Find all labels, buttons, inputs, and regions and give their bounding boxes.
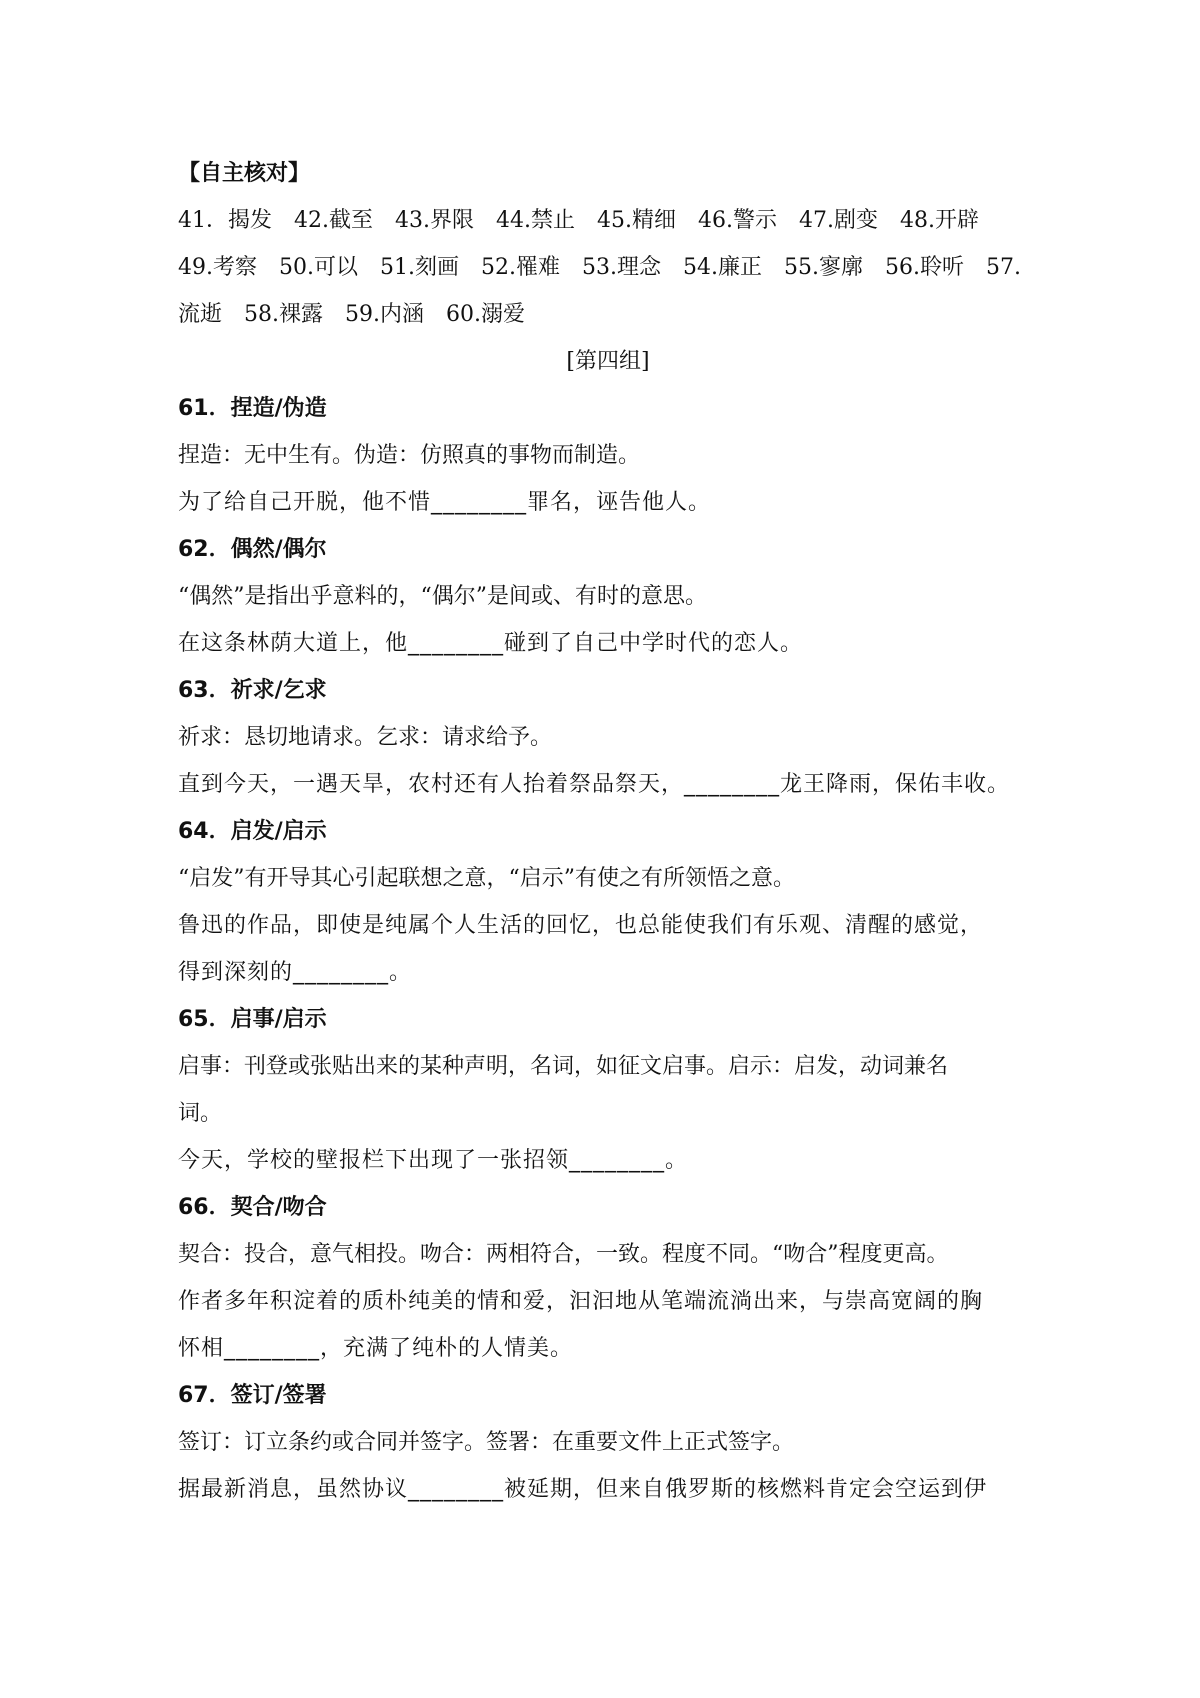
self-check-heading: 【自主核对】 [178, 161, 311, 186]
answer-entry: 57. [986, 255, 1021, 280]
answer-entry: 55.寥廓 [784, 255, 863, 280]
word-item-exercise: 作者多年积淀着的质朴纯美的情和爱，汩汩地从笔端流淌出来，与崇高宽阔的胸 [178, 1289, 984, 1314]
word-item-exercise: 鲁迅的作品，即使是纯属个人生活的回忆，也总能使我们有乐观、清醒的感觉， [178, 913, 984, 938]
word-item-title: 64．启发/启示 [178, 819, 327, 844]
word-item-explanation: 启事：刊登或张贴出来的某种声明，名词，如征文启事。启示：启发，动词兼名 [178, 1054, 949, 1079]
word-item-explanation: 词。 [178, 1101, 223, 1126]
word-item-exercise: 今天，学校的壁报栏下出现了一张招领________。 [178, 1148, 689, 1173]
word-item-explanation: 捏造：无中生有。伪造：仿照真的事物而制造。 [178, 443, 641, 468]
answer-entry: 流逝 [178, 302, 223, 327]
answer-entry: 58.裸露 [244, 302, 324, 327]
answer-entry: 48.开辟 [900, 208, 979, 233]
word-item [178, 526, 1038, 667]
answer-entry: 41．揭发 [178, 208, 272, 233]
answer-entry: 46.警示 [698, 208, 777, 233]
document-page [178, 150, 1038, 1513]
word-item-exercise: 得到深刻的________。 [178, 960, 413, 985]
word-item-explanation: 契合：投合，意气相投。吻合：两相符合，一致。程度不同。“吻合”程度更高。 [178, 1242, 949, 1267]
answer-entry: 60.溺爱 [446, 302, 526, 327]
word-item-title: 61．捏造/伪造 [178, 396, 327, 421]
word-items [178, 385, 1038, 1513]
word-item-title: 67．签订/签署 [178, 1383, 327, 1408]
answer-entry: 56.聆听 [885, 255, 964, 280]
word-item-explanation: 祈求：恳切地请求。乞求：请求给予。 [178, 725, 553, 750]
word-item-explanation: “偶然”是指出乎意料的，“偶尔”是间或、有时的意思。 [178, 584, 707, 609]
answer-entry: 54.廉正 [683, 255, 762, 280]
answer-entry: 42.截至 [294, 208, 373, 233]
answer-entry: 44.禁止 [496, 208, 575, 233]
word-item-exercise: 据最新消息，虽然协议________被延期，但来自俄罗斯的核燃料肯定会空运到伊 [178, 1477, 988, 1502]
word-item-exercise: 怀相________，充满了纯朴的人情美。 [178, 1336, 574, 1361]
answer-entry: 51.刻画 [380, 255, 459, 280]
word-item [178, 385, 1038, 526]
answer-entry: 52.罹难 [481, 255, 560, 280]
word-item-exercise: 在这条林荫大道上，他________碰到了自己中学时代的恋人。 [178, 631, 804, 656]
word-item [178, 996, 1038, 1184]
answer-entry: 53.理念 [582, 255, 661, 280]
answers-line-1 [178, 197, 1038, 244]
word-item [178, 1372, 1038, 1513]
answer-entry: 45.精细 [597, 208, 676, 233]
word-item [178, 1184, 1038, 1372]
answer-entry: 43.界限 [395, 208, 474, 233]
word-item [178, 667, 1038, 808]
answers-line-2 [178, 244, 1038, 291]
answer-entry: 50.可以 [279, 255, 358, 280]
answers-line-3 [178, 291, 1038, 338]
word-item-explanation: “启发”有开导其心引起联想之意，“启示”有使之有所领悟之意。 [178, 866, 795, 891]
word-item-title: 62．偶然/偶尔 [178, 537, 327, 562]
word-item-title: 63．祈求/乞求 [178, 678, 327, 703]
answer-entry: 47.剧变 [799, 208, 878, 233]
word-item-title: 66．契合/吻合 [178, 1195, 327, 1220]
group-title: [第四组] [566, 349, 650, 374]
word-item-exercise: 直到今天，一遇天旱，农村还有人抬着祭品祭天，________龙王降雨，保佑丰收。 [178, 772, 1011, 797]
answer-entry: 59.内涵 [345, 302, 425, 327]
word-item [178, 808, 1038, 996]
word-item-exercise: 为了给自己开脱，他不惜________罪名，诬告他人。 [178, 490, 712, 515]
word-item-explanation: 签订：订立条约或合同并签字。签署：在重要文件上正式签字。 [178, 1430, 795, 1455]
word-item-title: 65．启事/启示 [178, 1007, 327, 1032]
answer-entry: 49.考察 [178, 255, 257, 280]
